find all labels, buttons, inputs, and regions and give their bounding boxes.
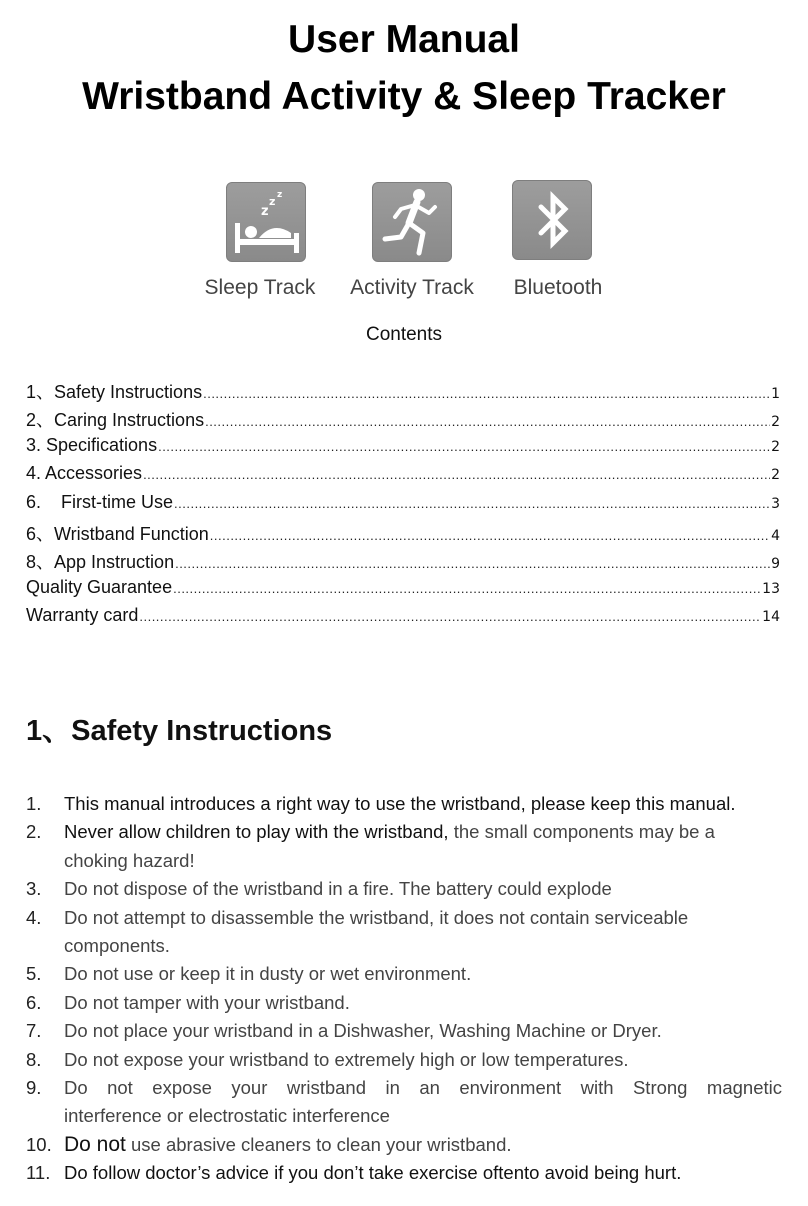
toc-item-label: 8、App Instruction [26, 552, 175, 573]
toc-item-page: 1 [771, 386, 780, 402]
toc-item[interactable] [26, 577, 780, 605]
list-item-number: 1. [26, 793, 42, 814]
toc-item-page: 2 [771, 414, 780, 431]
svg-text:z: z [277, 190, 283, 200]
list-item [26, 818, 782, 846]
list-item-text-main: Never allow children to play with the wristband, [64, 821, 449, 843]
toc-leader [175, 556, 770, 571]
runner-icon [372, 182, 452, 262]
toc-item-page: 2 [771, 438, 780, 455]
list-item-text-main: Do not [64, 1132, 126, 1156]
toc-leader [143, 467, 770, 482]
list-item-text-main: Do follow doctor’s advice if you don’t take exercise oftento avoid being hurt. [64, 1162, 682, 1184]
list-item-number: 4. [26, 906, 42, 928]
svg-text:z: z [269, 195, 276, 208]
toc-item-page: 13 [762, 580, 780, 597]
toc-item[interactable] [26, 435, 780, 463]
toc-item-label: 6. First-time Use [26, 491, 174, 512]
list-item-text: Do not tamper with your wristband. [64, 991, 350, 1013]
toc-item-page: 3 [771, 495, 780, 512]
list-item-continuation: components. [64, 935, 170, 957]
list-item-number: 10. [26, 1133, 52, 1155]
feature-label-activity: Activity Track [350, 276, 474, 299]
list-item [26, 1131, 782, 1159]
list-item-text: Do not dispose of the wristband in a fire. The battery could explode [64, 878, 612, 900]
document-title: User Manual [288, 18, 520, 61]
list-item [26, 1074, 782, 1102]
toc-item-label: 6、Wristband Function [26, 523, 209, 544]
list-item-text [64, 818, 782, 846]
list-item [26, 904, 782, 932]
toc-item-label: 3. Specifications [26, 434, 158, 455]
list-item-number: 9. [26, 1077, 42, 1099]
toc-item-page: 2 [771, 467, 780, 484]
table-of-contents [26, 378, 780, 634]
list-item-continuation: interference or electrostatic interference [64, 1105, 390, 1127]
list-item-text: Do not attempt to disassemble the wristband, it does not contain serviceable [64, 906, 689, 928]
feature-icons [0, 178, 808, 308]
list-item [26, 875, 782, 903]
list-item-number: 8. [26, 1048, 42, 1070]
section-title: 1、Safety Instructions [26, 715, 333, 747]
list-item [26, 960, 782, 988]
svg-text:z: z [261, 204, 269, 219]
toc-item-page: 14 [762, 609, 780, 626]
toc-item[interactable] [26, 548, 780, 576]
toc-leader [203, 386, 770, 401]
list-item-number: 11. [26, 1162, 51, 1184]
list-item-text [64, 1159, 782, 1187]
toc-item-page: 9 [771, 556, 780, 573]
list-item-continuation: choking hazard! [64, 849, 195, 871]
contents-heading: Contents [365, 324, 443, 345]
toc-item[interactable] [26, 520, 780, 548]
toc-item[interactable] [26, 378, 780, 406]
toc-leader [210, 528, 770, 543]
toc-item-label: Warranty card [26, 605, 139, 626]
list-item-text: Do not expose your wristband in an environment with Strong magnetic [64, 1077, 782, 1099]
list-item-text: Do not use or keep it in dusty or wet environment. [64, 963, 472, 985]
safety-instruction-list [26, 790, 782, 1188]
list-item-text: Do not expose your wristband to extremely high or low temperatures. [64, 1048, 629, 1070]
toc-leader [158, 439, 770, 454]
list-item [26, 790, 782, 818]
list-item [26, 1046, 782, 1074]
toc-item-page: 4 [771, 527, 780, 544]
feature-label-sleep: Sleep Track [204, 276, 316, 299]
toc-item-label: 2、Caring Instructions [26, 410, 205, 431]
toc-leader [139, 609, 761, 624]
list-item [26, 989, 782, 1017]
list-item-text: Do not place your wristband in a Dishwasher, Washing Machine or Dryer. [64, 1020, 662, 1042]
toc-item[interactable] [26, 605, 780, 633]
toc-leader [205, 414, 770, 429]
bluetooth-icon [512, 180, 592, 260]
list-item-text-main: This manual introduces a right way to use the wristband, please keep this manual. [64, 793, 736, 814]
toc-item-label: 4. Accessories [26, 463, 143, 484]
list-item-number: 7. [26, 1020, 42, 1042]
toc-item-label: 1、Safety Instructions [26, 382, 203, 402]
list-item-number: 5. [26, 963, 42, 985]
toc-item-label: Quality Guarantee [26, 576, 173, 597]
document-subtitle: Wristband Activity & Sleep Tracker [82, 75, 726, 118]
list-item-number: 6. [26, 991, 42, 1013]
list-item-text [64, 790, 782, 818]
toc-item[interactable] [26, 463, 780, 491]
toc-leader [173, 581, 761, 596]
sleep-icon [226, 182, 306, 262]
toc-item[interactable] [26, 406, 780, 434]
feature-label-bluetooth: Bluetooth [513, 276, 603, 299]
toc-leader [174, 496, 770, 511]
list-item-text-rest: use abrasive cleaners to clean your wristband. [125, 1133, 512, 1155]
toc-item[interactable] [26, 492, 780, 520]
list-item [26, 1017, 782, 1045]
list-item [26, 1159, 782, 1187]
list-item-number: 2. [26, 821, 42, 843]
list-item-text [64, 1131, 782, 1159]
list-item-text-rest: the small components may be a [448, 821, 715, 843]
list-item-number: 3. [26, 878, 42, 900]
